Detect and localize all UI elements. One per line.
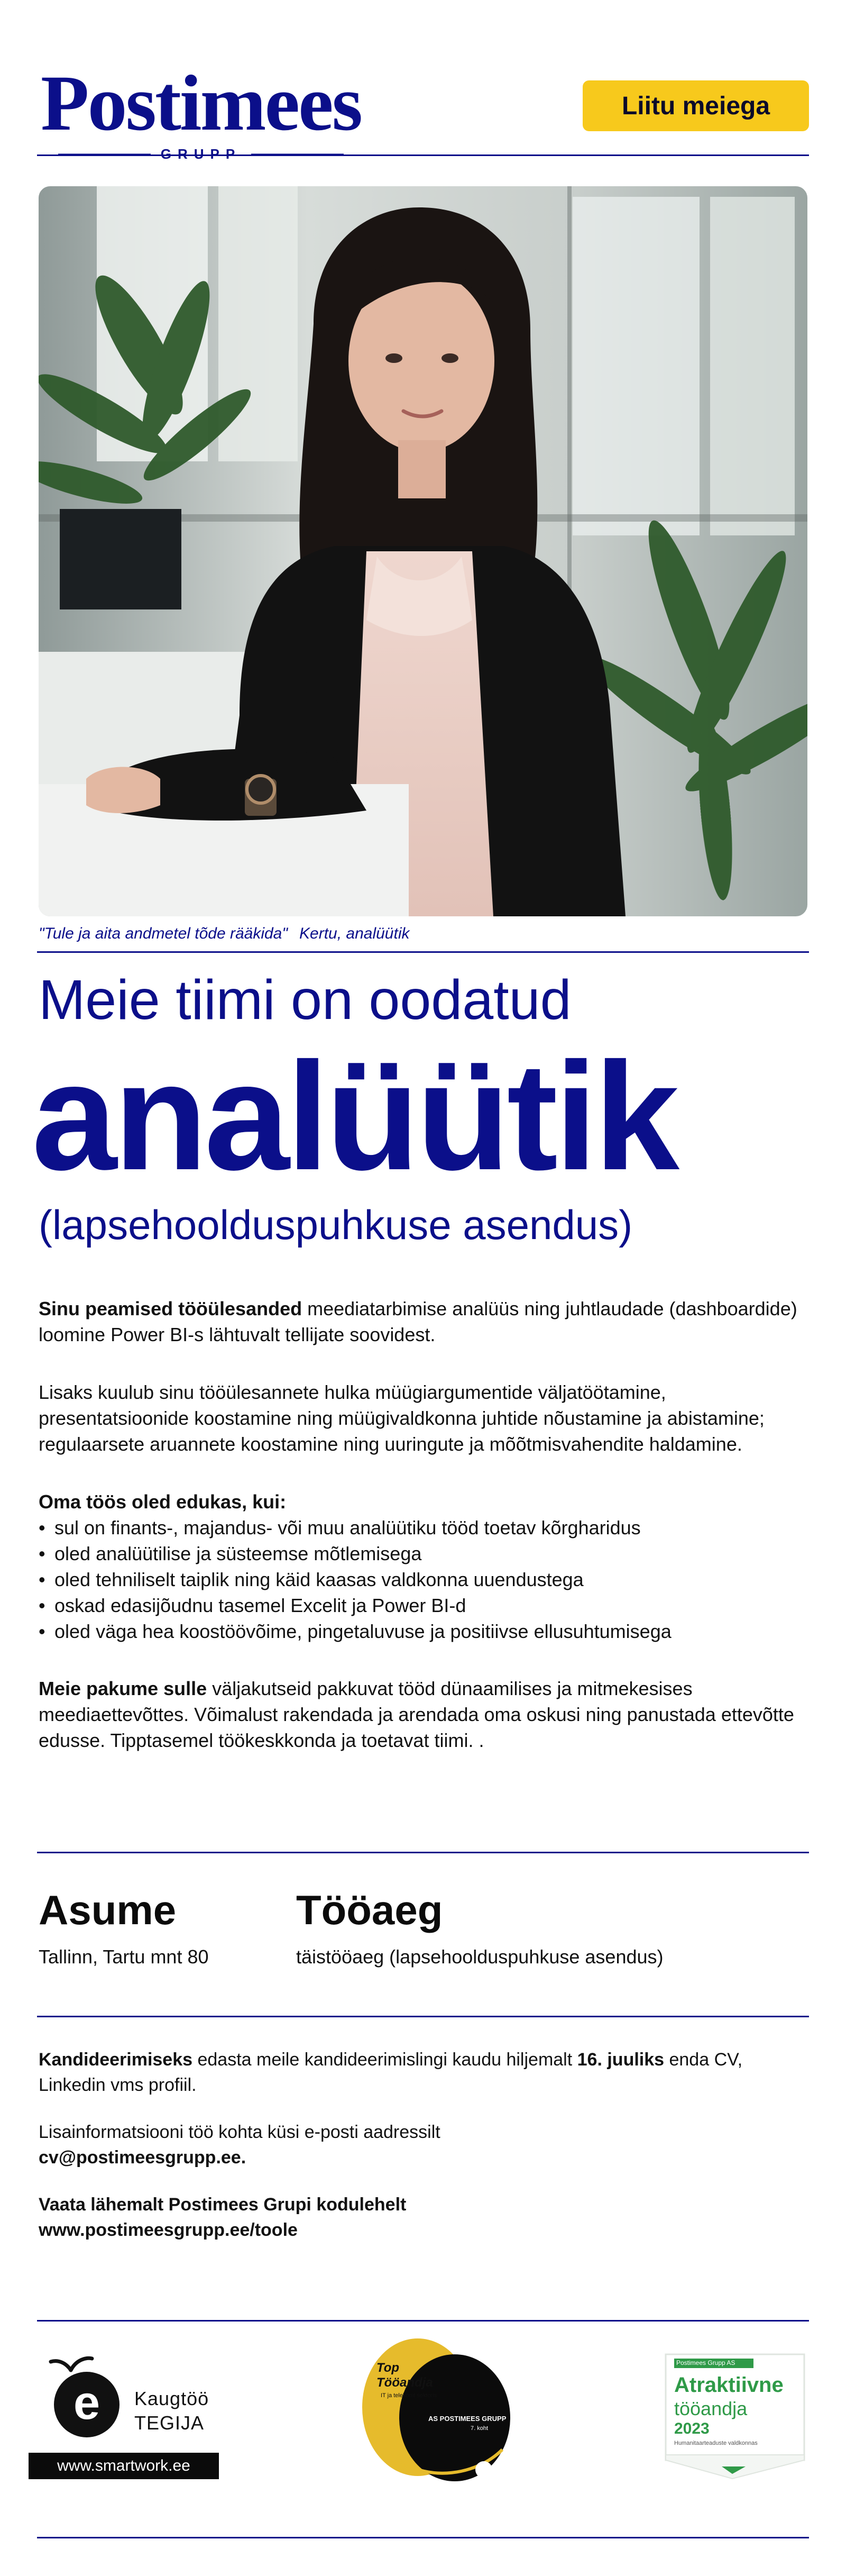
- location-value: Tallinn, Tartu mnt 80: [39, 1946, 209, 1968]
- caption-quote: "Tule ja aita andmetel tõde rääkida": [39, 925, 288, 942]
- top-rank: 7. koht: [471, 2425, 489, 2432]
- worktime-value: täistööaeg (lapsehoolduspuhkuse asendus): [296, 1946, 664, 1968]
- requirements-heading: Oma töös oled edukas, kui:: [39, 1490, 287, 1513]
- offer-paragraph: [39, 1676, 811, 1754]
- apply-text-end: enda CV, Linkedin vms profiil.: [39, 2050, 743, 2095]
- brand-logo[interactable]: [37, 59, 365, 162]
- website-paragraph: [39, 2192, 811, 2243]
- employee-photo: [39, 186, 807, 916]
- attr-year: 2023: [674, 2420, 710, 2437]
- top-line1: Top: [376, 2361, 400, 2375]
- photo-caption: [39, 925, 410, 943]
- website-text: Vaata lähemalt Postimees Grupi kodulehelt: [39, 2195, 407, 2215]
- top-employer-badge: [349, 2333, 518, 2487]
- application-info: [39, 2047, 811, 2265]
- caption-divider: [37, 951, 809, 953]
- smartwork-line2: TEGIJA: [134, 2412, 205, 2434]
- requirements-list: [39, 1515, 811, 1645]
- join-us-button[interactable]: Liitu meiega: [583, 80, 809, 131]
- list-item: • oled väga hea koostöövõime, pingetaluvuse ja positiivse ellusuhtumisega: [39, 1619, 811, 1645]
- apply-lead: Kandideerimiseks: [39, 2050, 193, 2070]
- info-divider-top: [37, 1852, 809, 1853]
- brand-name: Postimees: [40, 59, 362, 147]
- attr-company: Postimees Grupp AS: [676, 2359, 735, 2366]
- contact-text: Lisainformatsiooni töö kohta küsi e-posti aadressilt: [39, 2122, 440, 2143]
- smartwork-url[interactable]: www.smartwork.ee: [29, 2453, 219, 2479]
- caption-author: Kertu, analüütik: [299, 925, 410, 942]
- attr-line2: tööandja: [674, 2398, 748, 2419]
- duties-paragraph: [39, 1296, 811, 1348]
- top-employer-emblem: [349, 2333, 518, 2487]
- attr-line1: Atraktiivne: [674, 2373, 784, 2397]
- remote-work-e-icon: [39, 2354, 129, 2444]
- top-company: AS POSTIMEES GRUPP: [428, 2415, 507, 2423]
- additional-duties-paragraph: Lisaks kuulub sinu tööülesannete hulka müügiargumentide väljatöötamine, presentatsioonide koostamine ning müügivaldkonna juhtide nõustamine ja abistamine; regulaarsete aruannete koostamine ning uuringute ja mõõtmisvahendite haldamine.: [39, 1381, 765, 1455]
- duties-text: meediatarbimise analüüs ning juhtlaudade (dashboardide) loomine Power BI-s lähtuvalt tellijate soovidest.: [39, 1298, 797, 1345]
- smartwork-line1: Kaugtöö: [134, 2388, 209, 2409]
- apply-deadline: 16. juuliks: [577, 2050, 665, 2070]
- svg-text:e: e: [73, 2377, 100, 2429]
- offer-text: väljakutseid pakkuvat tööd dünaamilises ja mitmekesises meediaettevõttes. Võimalust rakendada ja arendada oma oskusi ning panustada ettevõtte edusse. Tipptasemel töökeskkonda ja toetavat tiimi. .: [39, 1678, 794, 1752]
- duties-lead: Sinu peamised tööülesanded: [39, 1298, 302, 1319]
- location-title: Asume: [39, 1887, 177, 1933]
- headline-note: (lapsehoolduspuhkuse asendus): [39, 1201, 633, 1248]
- top-line2: Tööandja: [376, 2375, 433, 2390]
- worktime-title: Tööaeg: [296, 1887, 443, 1933]
- list-item: • oled analüütilise ja süsteemse mõtlemisega: [39, 1541, 811, 1567]
- attractive-employer-badge: [658, 2349, 812, 2481]
- attr-sub: Humanitaarteaduste valdkonnas: [674, 2440, 758, 2446]
- info-divider-bottom: [37, 2016, 809, 2017]
- apply-paragraph: [39, 2047, 811, 2098]
- photo-illustration: [39, 186, 807, 916]
- top-sector: IT ja telekomi sektoris: [381, 2392, 437, 2399]
- brand-sub-text: GRUPP: [160, 146, 242, 162]
- headline-intro: Meie tiimi on oodatud: [39, 969, 572, 1031]
- list-item: • sul on finants-, majandus- või muu analüütiku tööd toetav kõrgharidus: [39, 1515, 811, 1541]
- footer-divider: [37, 2537, 809, 2538]
- list-item: • oled tehniliselt taiplik ning käid kaasas valdkonna uuendustega: [39, 1567, 811, 1593]
- list-item: • oskad edasijõudnu tasemel Excelit ja Power BI-d: [39, 1593, 811, 1619]
- apply-text: edasta meile kandideerimislingi kaudu hiljemalt: [192, 2050, 577, 2070]
- contact-paragraph: [39, 2120, 811, 2170]
- offer-lead: Meie pakume sulle: [39, 1678, 207, 1700]
- job-description: [39, 1296, 811, 1786]
- website-link[interactable]: www.postimeesgrupp.ee/toole: [39, 2219, 298, 2240]
- header-divider: [37, 154, 809, 156]
- logos-divider-top: [37, 2320, 809, 2322]
- contact-email-link[interactable]: cv@postimeesgrupp.ee.: [39, 2147, 246, 2168]
- headline-role: analüütik: [32, 1031, 676, 1202]
